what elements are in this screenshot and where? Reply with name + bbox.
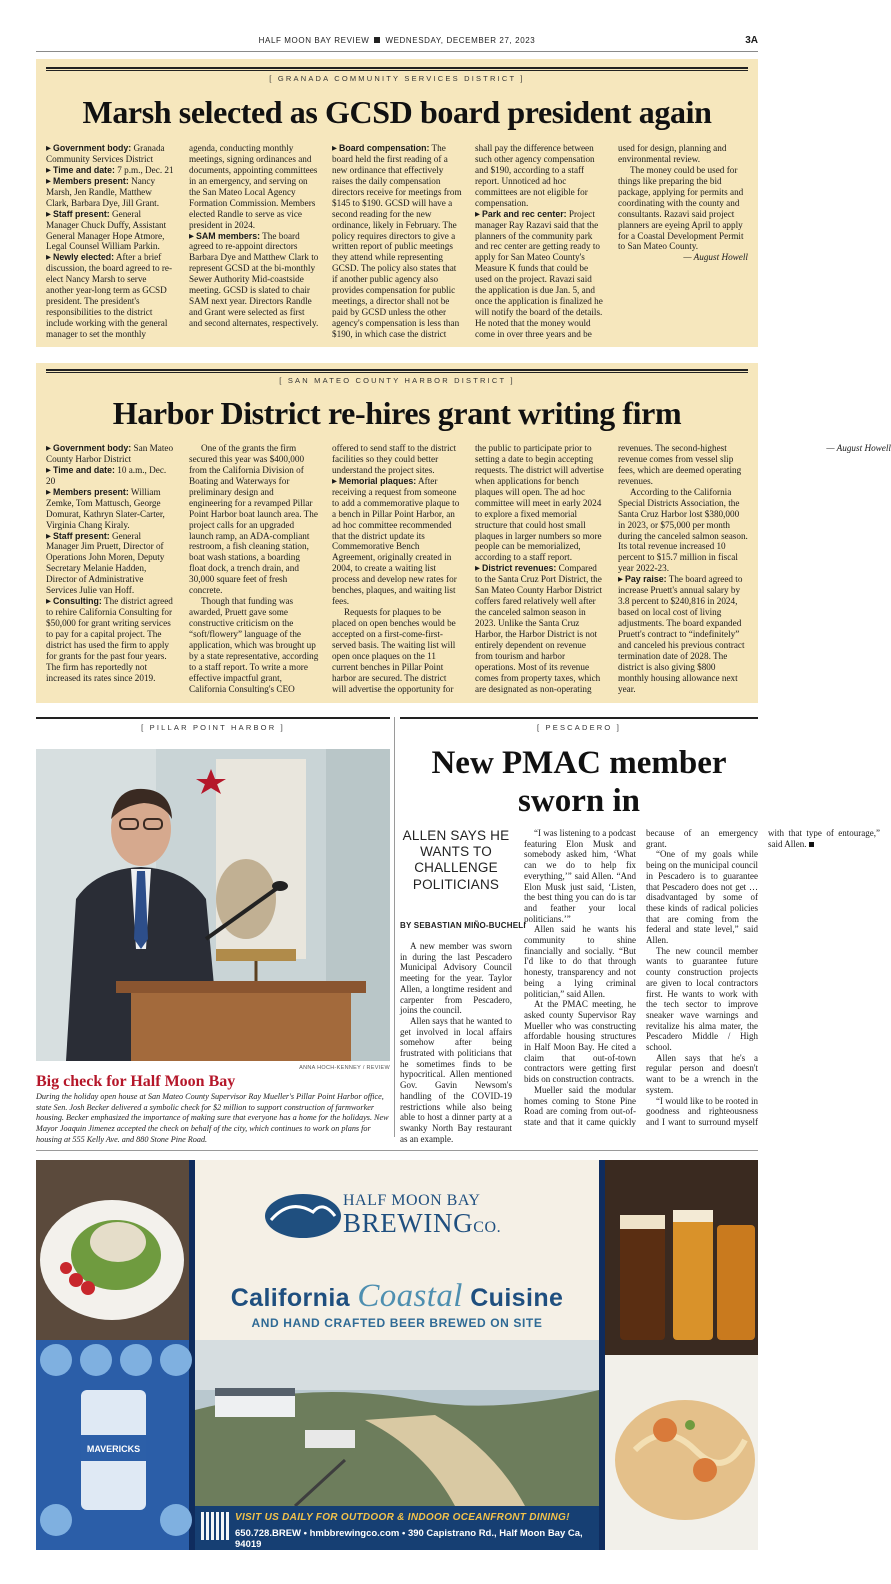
caption-text: During the holiday open house at San Mateo County Supervisor Ray Mueller's Pillar Point Harbor office, state Sen. Josh Becker delivered a symbolic check for $2 million to support construction of farmworker housing. Becker emphasized the importance of making sure that everyone has a home for the holidays. New Mayor Joaquin Jimenez accepted the check on behalf of the city, which continues to work on plans for housing at 555 Kelly Ave. and 880 Stone Pine Road. <box>36 1092 389 1144</box>
paragraph-lead: SAM members: <box>196 230 261 241</box>
body-paragraph: “I was listening to a podcast featuring Elon Musk and somebody asked him, ‘What can we do to help fix everything,’” said Allen. “And Elon Musk just said, ‘Listen, the best thing you can do is tar and feather your local politicians.’” <box>524 828 636 924</box>
paragraph-text: Project manager Ray Razavi said that the planners of the community park and rec center are getting ready to apply for San Mateo County's Measure K funds that could be used on the project. Ravazi said the application is due Jan. 5, and once the application is finalized he will notify the board of the details. He noted that the money would come in over three years and be used for design, planning and environmental review. <box>475 143 727 339</box>
bullet-arrow-icon: ▶ <box>332 145 337 152</box>
body-paragraph <box>189 231 319 329</box>
bullet-arrow-icon: ▶ <box>332 477 337 485</box>
story-kicker: [ SAN MATEO COUNTY HARBOR DISTRICT ] <box>279 376 515 385</box>
body-paragraph <box>46 176 176 209</box>
bullet-arrow-icon: ▶ <box>46 254 51 262</box>
body-paragraph: Allen said he wants his community to shine financially and socially. “But I'd like to do that through honesty, transparency and not being a lying criminal politician,” said Allen. <box>524 924 636 999</box>
brewery-advertisement <box>36 1160 758 1550</box>
paragraph-text: The board agreed to re-appoint directors Barbara Dye and Matthew Clark to represent GCSD at the bi-monthly Sewer Authority Mid-coastside meeting. GCSD is slated to chair SAM next year. Directors Randle and Grant were selected as first and second alternates, respectively. <box>189 230 319 328</box>
paragraph-text: Granada Community Services District <box>46 143 165 164</box>
paragraph-text: 7 p.m., Dec. 21 <box>114 164 174 175</box>
paragraph-text: The money could be used for things like preparing the bid package, applying for permits and coordinating with the county and consultants. Razavi said project planners are eyeing April to apply for a Coastal Development Permit to San Mateo County. <box>618 164 744 252</box>
section-kicker: [ PESCADERO ] <box>536 723 622 732</box>
paragraph-lead: Staff present: <box>53 208 110 219</box>
body-paragraph: The new council member wants to guarantee future county construction projects are given to local contractors first. He wants to work with the tech sector to improve sneaker wave warnings and revitalize his alma mater, the Pescadero Middle / High school. <box>646 945 758 1053</box>
ad-food-photos <box>36 1160 189 1550</box>
paragraph-text: Requests for plaques to be placed on open benches would be accepted on a first-come-first-served basis. The waiting list will open once plaques on the 11 current benches in Pillar Point harbor are secured. The district will advertise the opportunity for the public to participate prior to setting a date to begin accepting requests. The district will advertise when applications for bench plaques will open. The ad hoc committee will meet in early 2024 to explore a fixed memorial structure that could host small plaques in larger numbers so more people can be memorialized, according to a staff report. <box>332 443 604 694</box>
body-paragraph <box>618 487 748 575</box>
ad-rule <box>36 1150 758 1151</box>
ad-beer-photos <box>605 1160 758 1550</box>
beer-and-pasta-illustration <box>605 1160 758 1550</box>
body-paragraph <box>46 596 176 684</box>
column-divider <box>394 717 395 1137</box>
paragraph-lead: District revenues: <box>482 563 557 574</box>
paragraph-text: General Manager Chuck Duffy, Assistant General Manager Hope Atmore, Legal Counsel William Parkin. <box>46 208 167 252</box>
photo-credit: ANNA HOCH-KENNEY / REVIEW <box>299 1065 390 1071</box>
paragraph-lead: Members present: <box>53 486 129 497</box>
story-body <box>46 443 891 695</box>
body-paragraph <box>46 531 176 597</box>
story-kicker: [ GRANADA COMMUNITY SERVICES DISTRICT ] <box>269 74 525 83</box>
paragraph-lead: Memorial plaques: <box>339 475 417 486</box>
paragraph-lead: Staff present: <box>53 530 110 541</box>
body-paragraph: Allen says that he's a regular person and doesn't want to be a wrench in the system. <box>646 1052 758 1095</box>
tagline-california: California <box>230 1284 350 1312</box>
ad-main-panel <box>195 1160 599 1550</box>
double-rule <box>46 369 748 373</box>
bullet-arrow-icon: ▶ <box>46 598 51 606</box>
bullet-arrow-icon: ▶ <box>46 532 51 540</box>
paragraph-lead: Consulting: <box>53 596 102 607</box>
paragraph-text: The board held the first reading of a new ordinance that effectively raises the daily compensation directors receive for meetings from $145 to $190. GCSD will have a second reading for the new ordinance, likely in February. The policy requires directors to give a written report of public meetings they attend while representing GCSD. The policy also states that if another public agency also provides compensation for public meetings, a director shall not be paid by GCSD unless the other agency's compensation is less than $190, in which case the district shall pay the difference between such other agency compensation and $190, according to a staff report. Unnoticed ad hoc committees are not eligible for compensation. <box>332 143 595 339</box>
body-paragraph: Allen says that he wanted to get involved in local affairs somehow after being frustrated with politicians that he sometimes finds to be hypocritical. Allen mentioned Gov. Gavin Newsom's handling of the COVID-19 restrictions while also being able to host a dinner party at a swanky North Bay restaurant as an example. <box>400 1015 512 1144</box>
paragraph-lead: Government body: <box>53 143 132 153</box>
paragraph-lead: Members present: <box>53 175 129 186</box>
tagline-coastal: Coastal <box>357 1278 463 1314</box>
body-paragraph <box>618 165 748 253</box>
bullet-arrow-icon: ▶ <box>46 166 51 174</box>
body-paragraph: At the PMAC meeting, he asked county Supervisor Ray Mueller who was constructing affordable housing structures in Half Moon Bay. He cited a claim that out-of-town contractors were getting first bids on construction contracts. <box>524 999 636 1085</box>
paragraph-text: Though that funding was awarded, Pruett gave some constructive criticism on the “soft/flowery” language of the application, which was brought up by a state representative, according to a staff report. To write a more effective impactful grant, California Consulting's CEO offered to send staff to the district facilities so they could better understand the project sites. <box>189 443 457 694</box>
story-byline: BY SEBASTIAN MIÑO-BUCHELI <box>400 921 526 930</box>
paragraph-text: The district agreed to rehire California Consulting for $50,000 for grant writing services to pay for a capital project. The district has used the firm to apply for grants for the past four years. The firm has reportedly not increased its rates since 2019. <box>46 596 173 683</box>
page-header <box>36 34 758 52</box>
bullet-arrow-icon: ▶ <box>618 576 623 584</box>
news-photo <box>36 749 390 1061</box>
bullet-arrow-icon: ▶ <box>46 177 51 185</box>
end-of-story-icon <box>809 842 814 847</box>
body-paragraph: Mueller said the modular homes coming to Stone Pine Road are coming from out-of-state and that it came quickly because of an emergency grant. <box>524 828 758 1127</box>
square-separator-icon <box>374 37 380 43</box>
story-headline: Harbor District re-hires grant writing firm <box>112 395 682 431</box>
paragraph-text: San Mateo County Harbor District <box>46 443 174 464</box>
body-paragraph <box>46 487 176 531</box>
can-label: MAVERICKS <box>86 1444 141 1454</box>
body-paragraph <box>46 165 176 176</box>
paragraph-lead: Board compensation: <box>339 143 430 153</box>
ad-footer-band <box>195 1506 599 1550</box>
section-kicker: [ PILLAR POINT HARBOR ] <box>141 723 285 732</box>
brand-brewing: BREWING <box>343 1208 474 1238</box>
brand-co: CO. <box>473 1219 502 1236</box>
story-body-right <box>524 828 880 1138</box>
bullet-arrow-icon: ▶ <box>475 210 480 218</box>
paragraph-lead: Time and date: <box>53 464 115 475</box>
paragraph-lead: Pay raise: <box>625 574 667 585</box>
paragraph-text: One of the grants the firm secured this year was $400,000 from the California Division of Boating and Waterways for preliminary design and engineering for a revamped Pillar Point Harbor boat launch area. The project calls for an upgraded launch ramp, an ADA-compliant restroom, a fish cleaning station, boat wash stations, a boarding float dock, a trench drain, and 30,000 square feet of fresh concrete. <box>189 443 318 596</box>
body-paragraph <box>46 443 176 465</box>
bullet-arrow-icon: ▶ <box>46 466 51 474</box>
brand-name-top: HALF MOON BAY <box>343 1192 481 1209</box>
double-rule <box>46 67 748 71</box>
paragraph-lead: Government body: <box>53 443 132 453</box>
photo-illustration <box>36 749 390 1061</box>
body-paragraph <box>332 476 462 607</box>
story-signature: — August Howell <box>683 252 748 263</box>
bullet-arrow-icon: ▶ <box>46 488 51 496</box>
paragraph-lead: Park and rec center: <box>482 208 567 219</box>
body-paragraph <box>46 209 176 253</box>
ad-subtagline: AND HAND CRAFTED BEER BREWED ON SITE <box>251 1316 543 1330</box>
bullet-arrow-icon: ▶ <box>46 145 51 152</box>
bullet-arrow-icon: ▶ <box>46 445 51 452</box>
publication-name: HALF MOON BAY REVIEW <box>258 36 370 45</box>
ad-contact-info: 650.728.BREW • hmbbrewingco.com • 390 Capistrano Rd., Half Moon Bay Ca, 94019 <box>235 1528 583 1550</box>
bullet-arrow-icon: ▶ <box>189 232 194 240</box>
paragraph-text: 10 a.m., Dec. 20 <box>46 464 167 486</box>
story-headline: Marsh selected as GCSD board president again <box>82 94 712 130</box>
paragraph-text: General Manager Jim Pruett, Director of Operations John Moren, Deputy Secretary Melanie Hadden, Director of Administrative Services Julie van Hoff. <box>46 530 165 596</box>
tagline-cuisine: Cuisine <box>470 1284 564 1312</box>
paragraph-text: Nancy Marsh, Jen Randle, Matthew Clark, Barbara Dye, Jill Grant. <box>46 175 160 208</box>
story-signature: — August Howell <box>826 443 891 453</box>
story-headline: New PMAC member sworn in <box>431 745 727 819</box>
photo-story <box>36 719 390 1144</box>
paragraph-text: After receiving a request from someone to add a commemorative plaque to a bench in Pillar Point Harbor, an ad hoc committee recommended that the district update its Commemorative Bench Agreement, originally created in 2004, to create a waiting list process and develop new rates for benches, plaques, and waiting list fees. <box>332 475 460 607</box>
salad-and-cans-illustration <box>36 1160 189 1550</box>
caption-headline: Big check for Half Moon Bay <box>36 1073 236 1090</box>
brand-name-main <box>343 1208 501 1239</box>
qr-code-icon <box>201 1512 229 1540</box>
story-body-left <box>400 941 512 1144</box>
story-gcsd <box>36 59 758 347</box>
ad-visit-line: VISIT US DAILY FOR OUTDOOR & INDOOR OCEANFRONT DINING! <box>235 1512 570 1523</box>
paragraph-text: William Zemke, Tom Mattusch, George Domurat, Kathryn Slater-Carter, Virginia Chang Kiraly. <box>46 486 165 530</box>
paragraph-lead: Time and date: <box>53 164 115 175</box>
paragraph-text: Compared to the Santa Cruz Port District, the San Mateo County Harbor District coffers fared relatively well after the canceled salmon season in 2023. Unlike the Santa Cruz Harbor, the Harbor District is not entirely dependent on revenue from tourism and harbor operations. Most of its revenue comes from property taxes, which are designated as non-operating revenues. The second-highest revenue comes from vessel slip fees, which are deemed operating revenues. <box>475 443 742 694</box>
bullet-arrow-icon: ▶ <box>46 210 51 218</box>
ad-tagline <box>195 1278 599 1315</box>
page-number: 3A <box>745 35 758 46</box>
paragraph-lead: Newly elected: <box>53 252 115 263</box>
masthead-line <box>36 36 758 45</box>
body-paragraph: A new member was sworn in during the last Pescadero Municipal Advisory Council meeting for the year. Taylor Allen, a longtime resident and carpenter from Pescadero, joins the council. <box>400 941 512 1016</box>
body-paragraph: “I would like to be rooted in goodness and righteousness and I want to surround myself with that type of entourage,” said Allen. <box>646 828 880 1127</box>
paragraph-text: After a brief discussion, the board agreed to re-elect Nancy Marsh to serve another year-long term as GCSD president. The president's responsibilities to the district include working with the general manager to set the monthly agenda, conducting monthly meetings, signing ordinances and documents, appointing committees in an emergency, and serving on the San Mateo Local Agency Formation Commission. Members elected Randle to serve as vice president in 2024. <box>46 143 318 339</box>
story-subhead: ALLEN SAYS HE WANTS TO CHALLENGE POLITICIANS <box>402 828 510 892</box>
body-paragraph <box>46 465 176 487</box>
body-paragraph <box>46 143 176 165</box>
body-paragraph <box>189 443 319 596</box>
paragraph-text: According to the California Special Districts Association, the Santa Cruz Harbor lost $380,000 in 2023, or $75,000 per month during the canceled salmon season. Its total revenue increased 10 percent to $15.7 million in fiscal year 2022-23. <box>618 486 748 574</box>
body-paragraph <box>618 574 748 694</box>
issue-date: WEDNESDAY, DECEMBER 27, 2023 <box>385 36 536 45</box>
story-harbor-district <box>36 363 891 703</box>
body-paragraph: “One of my goals while being on the municipal council in Pescadero is to guarantee that Pescadero does not get … disadvantaged by some of these kinds of radical policies that are coming from the federal and state level,” said Allen. <box>646 849 758 946</box>
story-pmac <box>400 719 880 1144</box>
paragraph-text: The board agreed to increase Pruett's annual salary by 3.8 percent to $240,816 in 2024, based on local cost of living adjustments. The board expanded Pruett's contract to “indefinitely” and canceled his previous contract termination date of 2028. The district is also giving $800 monthly housing allowance next year. <box>618 574 745 694</box>
story-body <box>46 143 748 341</box>
bullet-arrow-icon: ▶ <box>475 565 480 573</box>
